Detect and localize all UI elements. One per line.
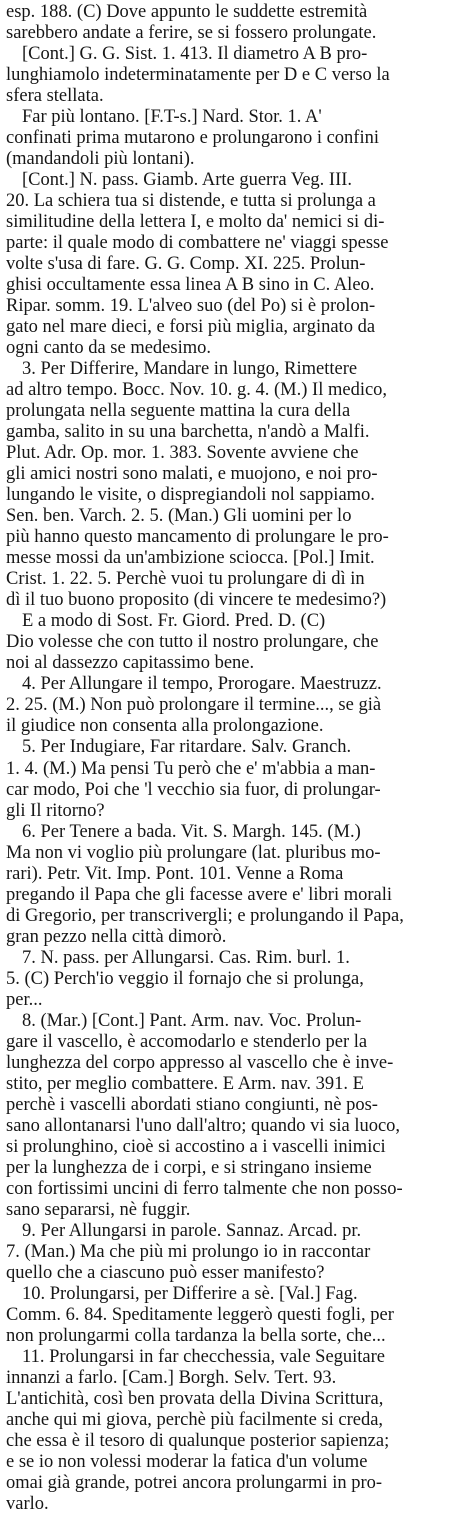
- text-line: che essa è il tesoro di qualunque posterior sapienza;: [6, 1430, 390, 1451]
- text-line: perchè i vascelli abordati stiano congiunti, nè pos-: [6, 1094, 378, 1115]
- text-line: 4. Per Allungare il tempo, Prorogare. Maestruzz.: [22, 674, 382, 695]
- text-line: rari). Petr. Vit. Imp. Pont. 101. Venne a Roma: [6, 863, 344, 884]
- text-line: innanzi a farlo. [Cam.] Borgh. Selv. Tert. 93.: [6, 1367, 337, 1388]
- text-line: sarebbero andate a ferire, se si fossero prolungate.: [6, 23, 377, 43]
- text-line: 6. Per Tenere a bada. Vit. S. Margh. 145. (M.): [22, 821, 361, 842]
- text-line: il giudice non consenta alla prolongazione.: [6, 716, 324, 737]
- text-line: 5. (C) Perch'io veggio il fornajo che si prolunga,: [6, 968, 364, 989]
- text-line: gran pezzo nella città dimorò.: [6, 926, 227, 947]
- text-line: Ma non vi voglio più prolungare (lat. pluribus mo-: [6, 842, 381, 863]
- text-line: messe mossi da un'ambizione sciocca. [Pol.] Imit.: [6, 548, 375, 569]
- text-line: sano separarsi, nè fuggir.: [6, 1199, 191, 1220]
- text-line: più hanno questo mancamento di prolungare le pro-: [6, 527, 389, 548]
- text-line: car modo, Poi che 'l vecchio sia fuor, di prolungar-: [6, 779, 381, 800]
- text-line: per la lunghezza de i corpi, e si stringano insieme: [6, 1157, 372, 1178]
- text-line: sfera stellata.: [6, 86, 104, 107]
- text-line: quello che a ciascuno può esser manifesto?: [6, 1262, 325, 1283]
- text-line: 5. Per Indugiare, Far ritardare. Salv. Granch.: [22, 737, 352, 758]
- text-line: ad altro tempo. Bocc. Nov. 10. g. 4. (M.) Il medico,: [6, 380, 388, 401]
- text-line: esp. 188. (C) Dove appunto le suddette estremità: [6, 2, 368, 22]
- text-line: 11. Prolungarsi in far checchessia, vale Seguitare: [22, 1346, 386, 1367]
- text-line: non prolungarmi colla tardanza la bella sorte, che...: [6, 1325, 386, 1346]
- text-line: gli amici nostri sono malati, e muojono, e noi pro-: [6, 464, 378, 485]
- text-line: varlo.: [6, 1493, 49, 1514]
- text-line: 10. Prolungarsi, per Differire a sè. [Val.] Fag.: [22, 1283, 358, 1304]
- text-line: con fortissimi uncini di ferro talmente che non posso-: [6, 1178, 403, 1199]
- text-line: noi al dassezzo capitassimo bene.: [6, 653, 255, 674]
- text-line: stito, per meglio combattere. E Arm. nav. 391. E: [6, 1073, 364, 1094]
- text-line: E a modo di Sost. Fr. Giord. Pred. D. (C): [22, 611, 326, 632]
- text-line: gare il vascello, è accomodarlo e stenderlo per la: [6, 1031, 368, 1052]
- text-line: parte: il quale modo di combattere ne' viaggi spesse: [6, 233, 389, 254]
- text-line: per...: [6, 989, 43, 1010]
- text-line: pregando il Papa che gli facesse avere e' libri morali: [6, 884, 393, 905]
- text-line: confinati prima mutarono e prolungarono i confini: [6, 128, 379, 149]
- text-line: gato nel mare dieci, e forsi più miglia, arginato da: [6, 317, 376, 338]
- text-line: similitudine della lettera I, e molto da' nemici si di-: [6, 212, 385, 233]
- text-line: prolungata nella seguente mattina la cura della: [6, 401, 351, 422]
- text-line: Comm. 6. 84. Speditamente leggerò questi fogli, per: [6, 1304, 394, 1325]
- text-line: lunghiamolo indeterminatamente per D e C verso la: [6, 65, 390, 86]
- text-line: volte s'usa di fare. G. G. Comp. XI. 225. Prolun-: [6, 254, 366, 275]
- text-line: gli Il ritorno?: [6, 800, 105, 821]
- text-line: 7. (Man.) Ma che più mi prolungo io in raccontar: [6, 1241, 371, 1262]
- text-line: 1. 4. (M.) Ma pensi Tu però che e' m'abbia a man-: [6, 758, 376, 779]
- text-line: Far più lontano. [F.T-s.] Nard. Stor. 1. A': [22, 107, 322, 128]
- text-line: lunghezza del corpo appresso al vascello che è inve-: [6, 1052, 394, 1073]
- text-line: si prolunghino, cioè si accostino a i vascelli inimici: [6, 1136, 386, 1157]
- text-line: 9. Per Allungarsi in parole. Sannaz. Arcad. pr.: [22, 1220, 362, 1241]
- text-line: [Cont.] G. G. Sist. 1. 413. Il diametro A B pro-: [22, 44, 368, 65]
- text-line: ghisi occultamente essa linea A B sino in C. Aleo.: [6, 275, 375, 296]
- text-line: Ripar. somm. 19. L'alveo suo (del Po) si è prolon-: [6, 296, 376, 317]
- text-line: 2. 25. (M.) Non può prolongare il termine..., se già: [6, 695, 382, 716]
- text-line: Plut. Adr. Op. mor. 1. 383. Sovente avviene che: [6, 443, 359, 464]
- text-line: [Cont.] N. pass. Giamb. Arte guerra Veg. III.: [22, 170, 353, 191]
- text-line: (mandandoli più lontani).: [6, 149, 195, 170]
- text-line: 3. Per Differire, Mandare in lungo, Rimettere: [22, 359, 358, 380]
- text-line: 8. (Mar.) [Cont.] Pant. Arm. nav. Voc. Prolun-: [22, 1010, 362, 1031]
- text-line: e se io non volessi moderar la fatica d'un volume: [6, 1451, 368, 1472]
- text-line: gamba, salito in su una barchetta, n'andò a Malfi.: [6, 422, 370, 443]
- text-line: omai già grande, potrei ancora prolungarmi in pro-: [6, 1472, 383, 1493]
- text-line: lungando le visite, o dispregiandoli nol sappiamo.: [6, 485, 375, 506]
- text-line: Dio volesse che con tutto il nostro prolungare, che: [6, 632, 379, 653]
- text-line: ogni canto da se medesimo.: [6, 338, 211, 359]
- text-line: dì il tuo buono proposito (di vincere te medesimo?): [6, 590, 387, 611]
- text-line: 7. N. pass. per Allungarsi. Cas. Rim. burl. 1.: [22, 947, 350, 968]
- text-line: di Gregorio, per transcrivergli; e prolungando il Papa,: [6, 905, 404, 926]
- text-line: sano allontanarsi l'uno dall'altro; quando vi sia luoco,: [6, 1115, 401, 1136]
- text-line: Crist. 1. 22. 5. Perchè vuoi tu prolungare di dì in: [6, 569, 365, 590]
- text-line: anche qui mi giova, perchè più facilmente si creda,: [6, 1409, 384, 1430]
- text-line: L'antichità, così ben provata della Divina Scrittura,: [6, 1388, 384, 1409]
- text-line: 20. La schiera tua si distende, e tutta si prolunga a: [6, 191, 376, 212]
- text-line: Sen. ben. Varch. 2. 5. (Man.) Gli uomini per lo: [6, 506, 352, 527]
